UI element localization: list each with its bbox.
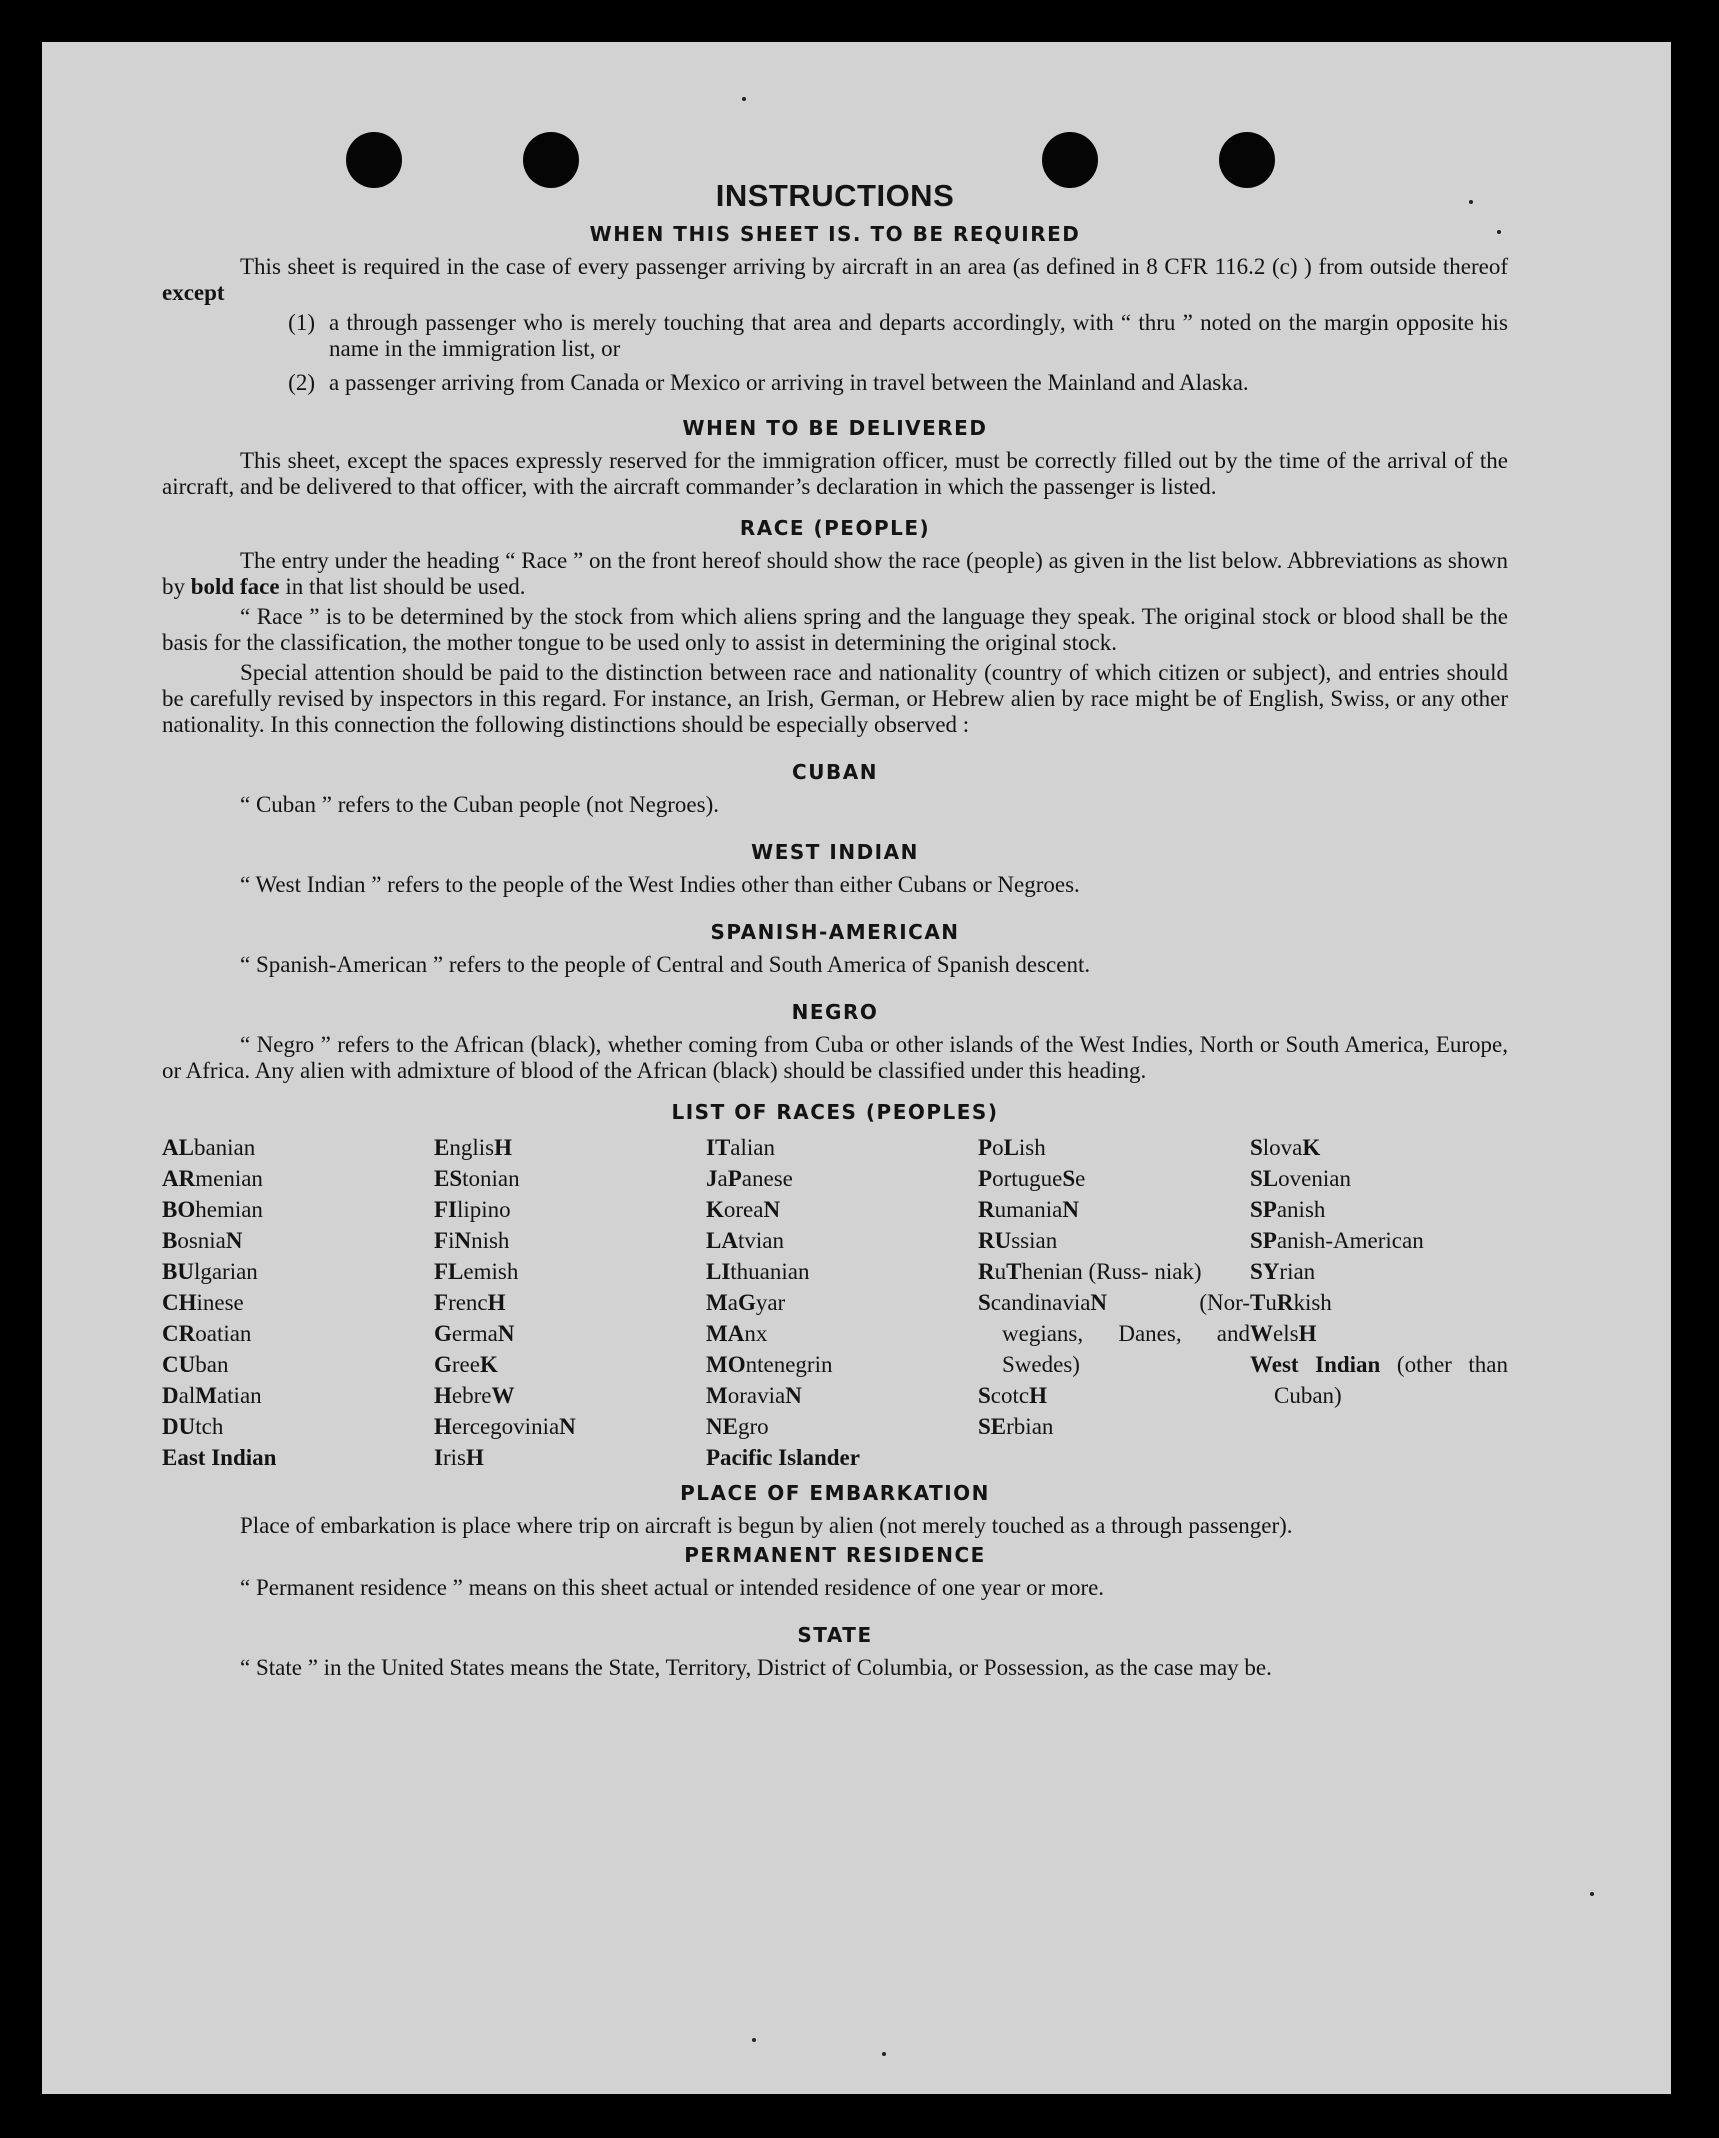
race-entry: FIlipino [434,1197,511,1222]
west-indian-definition: “ West Indian ” refers to the people of the West Indies other than either Cubans or Negroes. [240,872,1080,897]
race-entry: BosniaN [162,1228,243,1253]
race-entry: TuRkish [1250,1290,1332,1315]
race-entry: CRoatian [162,1321,252,1346]
race-entry: MOntenegrin [706,1352,833,1377]
race-paragraph-1: The entry under the heading “ Race ” on the front hereof should show the race (people) as given in the list below. Abbreviations as shown by bold face in that list should be used. [162,548,1508,599]
race-entry: East Indian [162,1445,277,1470]
race-entry: SErbian [978,1414,1054,1439]
race-entry: DalMatian [162,1383,262,1408]
race-entry: RUssian [978,1228,1058,1253]
spanish-american-definition: “ Spanish-American ” refers to the people of Central and South America of Spanish descent. [240,952,1091,977]
section-heading-delivered: WHEN TO BE DELIVERED [682,416,988,440]
race-entry: FLemish [434,1259,519,1284]
race-entry: CUban [162,1352,229,1377]
race-entry: KoreaN [706,1197,781,1222]
race-paragraph-3: Special attention should be paid to the distinction between race and nationality (country of which citizen or subject), and entries should be carefully revised by inspectors in this regard. For instance, an Irish, German, or Hebrew alien by race might be of English, Swiss, or any other nationality. In this connection the following distinctions should be especially observed : [162,660,1508,737]
races-column-4 [978,1132,1250,1473]
race-entry: FrencH [434,1290,506,1315]
instructions-content [162,178,1508,1685]
race-entry: IrisH [434,1445,484,1470]
race-entry: MaGyar [706,1290,786,1315]
race-entry: SlovaK [1250,1135,1321,1160]
exception-item: (1) a through passenger who is merely touching that area and departs accordingly, with “ thru ” noted on the margin opposite his name in the immigration list, or [288,310,1508,361]
race-entry: SLovenian [1250,1166,1351,1191]
race-entry: ScotcH [978,1383,1047,1408]
race-entry: SYrian [1250,1259,1316,1284]
state-definition: “ State ” in the United States means the State, Territory, District of Columbia, or Possession, as the case may be. [240,1655,1272,1680]
race-entry: BOhemian [162,1197,263,1222]
race-entry: PortugueSe [978,1166,1086,1191]
section-heading-state: STATE [797,1623,873,1647]
race-entry: MoraviaN [706,1383,802,1408]
race-entry: GreeK [434,1352,498,1377]
section-heading-cuban: CUBAN [792,760,878,784]
race-entry: PoLish [978,1135,1046,1160]
races-column-1 [162,1132,434,1473]
speck [1590,1892,1594,1896]
race-paragraph-2: “ Race ” is to be determined by the stock from which aliens spring and the language they speak. The original stock or blood shall be the basis for the classification, the mother tongue to be used only to assist in determining the original stock. [162,604,1508,655]
race-entry: ALbanian [162,1135,256,1160]
required-paragraph: This sheet is required in the case of every passenger arriving by aircraft in an area (as defined in 8 CFR 116.2 (c) ) from outside thereof except [162,254,1508,305]
race-entry: RumaniaN [978,1197,1079,1222]
race-entry: ARmenian [162,1166,263,1191]
race-entry: SPanish [1250,1197,1326,1222]
race-entry: Pacific Islander [706,1445,860,1470]
speck [882,2052,886,2056]
exception-item: (2) a passenger arriving from Canada or Mexico or arriving in travel between the Mainland and Alaska. [288,370,1249,395]
race-entry: RuThenian (Russ- niak) [978,1259,1202,1284]
section-heading-residence: PERMANENT RESIDENCE [684,1543,986,1567]
race-entry: SPanish-American [1250,1228,1424,1253]
cuban-definition: “ Cuban ” refers to the Cuban people (not Negroes). [240,792,720,817]
section-heading-embarkation: PLACE OF EMBARKATION [680,1481,990,1505]
race-entry: MAnx [706,1321,768,1346]
section-heading-west-indian: WEST INDIAN [751,840,919,864]
race-entry: HercegoviniaN [434,1414,576,1439]
race-entry: CHinese [162,1290,244,1315]
race-entry: WelsH [1250,1321,1317,1346]
negro-definition: “ Negro ” refers to the African (black), whether coming from Cuba or other islands of the West Indies, North or South America, Europe, or Africa. Any alien with admixture of blood of the African (black) should be classified under this heading. [162,1032,1508,1083]
race-entry: EnglisH [434,1135,512,1160]
race-entry: FiNnish [434,1228,510,1253]
page-title: INSTRUCTIONS [715,178,955,213]
section-heading-required: WHEN THIS SHEET IS. TO BE REQUIRED [589,222,1081,246]
section-heading-spanish-american: SPANISH-AMERICAN [710,920,960,944]
section-heading-list-of-races: LIST OF RACES (PEOPLES) [671,1100,999,1124]
residence-definition: “ Permanent residence ” means on this sheet actual or intended residence of one year or more. [240,1575,1105,1600]
races-list [162,1132,1508,1473]
race-entry: EStonian [434,1166,520,1191]
speck [752,2038,756,2042]
race-entry: JaPanese [706,1166,793,1191]
race-entry: West Indian (other than Cuban) [1250,1352,1509,1408]
races-column-3 [706,1132,978,1473]
speck [742,97,746,101]
races-column-5 [1250,1132,1508,1473]
delivered-paragraph: This sheet, except the spaces expressly reserved for the immigration officer, must be correctly filled out by the time of the arrival of the aircraft, and be delivered to that officer, with the aircraft commander’s declaration in which the passenger is listed. [162,448,1508,499]
race-entry: DUtch [162,1414,224,1439]
races-column-2 [434,1132,706,1473]
race-entry: BUlgarian [162,1259,258,1284]
section-heading-race: RACE (PEOPLE) [739,516,931,540]
race-entry: NEgro [706,1414,769,1439]
race-entry: ITalian [706,1135,775,1160]
race-entry: ScandinaviaN (Nor- wegians, Danes, and Swedes) [978,1290,1250,1377]
section-heading-negro: NEGRO [791,1000,879,1024]
race-entry: HebreW [434,1383,515,1408]
race-entry: LIthuanian [706,1259,810,1284]
embarkation-definition: Place of embarkation is place where trip on aircraft is begun by alien (not merely touched as a through passenger). [240,1513,1293,1538]
race-entry: GermaN [434,1321,515,1346]
race-entry: LAtvian [706,1228,784,1253]
